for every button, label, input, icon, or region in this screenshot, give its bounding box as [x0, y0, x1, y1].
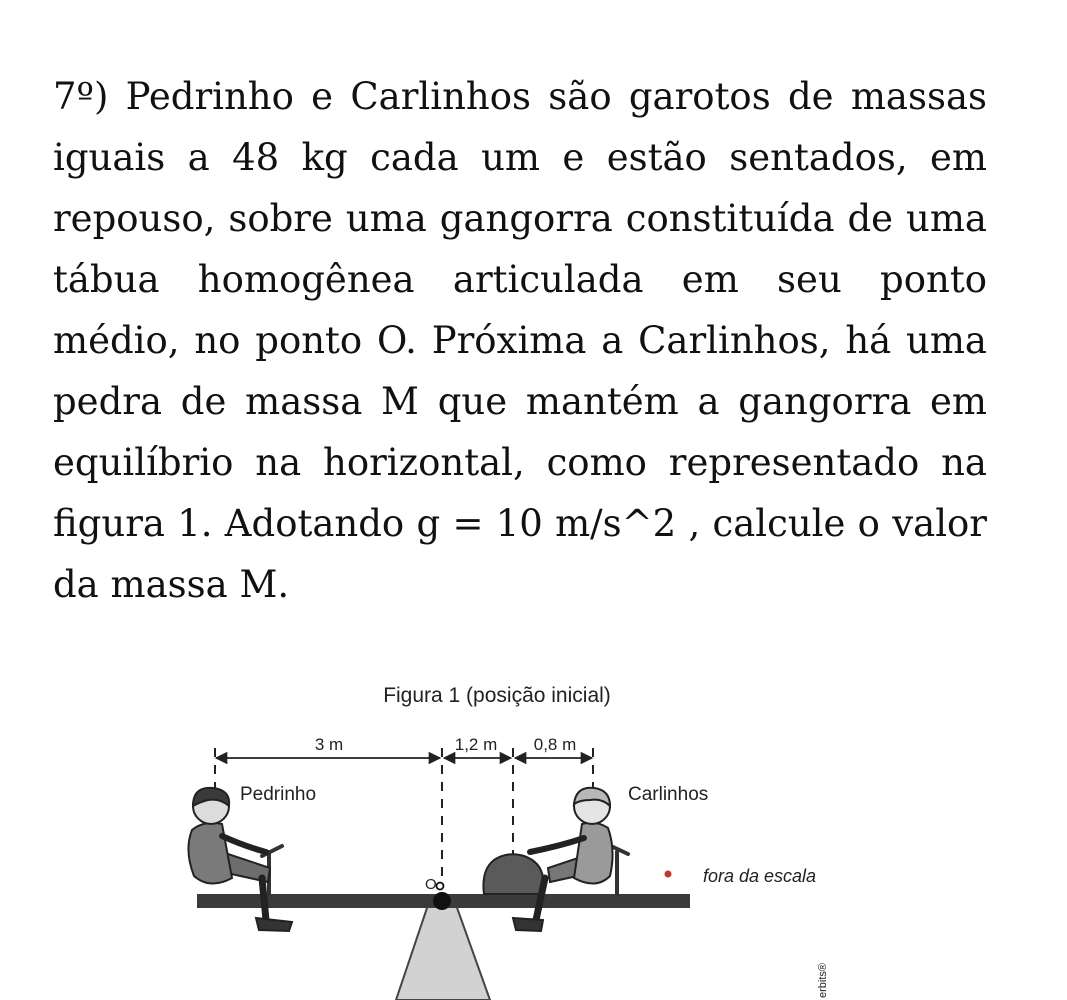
dimension-label-right: 0,8 m [533, 735, 577, 754]
carlinhos-label: Carlinhos [628, 784, 709, 805]
rock-illustration [483, 854, 544, 894]
pivot-point [433, 892, 451, 910]
image-credit: erbits® [817, 962, 829, 998]
scale-note: fora da escala [703, 866, 817, 886]
reference-lines [215, 748, 593, 882]
note-dot [665, 871, 672, 878]
figure-title: Figura 1 (posição inicial) [383, 684, 611, 707]
dimension-label-left: 3 m [314, 735, 344, 754]
seesaw-support [396, 902, 490, 1000]
point-o-marker [437, 883, 444, 890]
pivot-label: O [425, 876, 437, 893]
dimension-label-middle: 1,2 m [454, 735, 498, 754]
pedrinho-label: Pedrinho [240, 784, 317, 805]
pedrinho-illustration [188, 788, 292, 931]
question-text: 7º) Pedrinho e Carlinhos são garotos de massas iguais a 48 kg cada um e estão sentados, em repouso, sobre uma gangorra constituída de uma tábua homogênea articulada em seu ponto médio, no ponto O. Próxima a Carlinhos, há uma pedra de massa M que mantém a gangorra em equilíbrio na horizontal, como representado na figura 1. Adotando g = 10 m/s^2 , calcule o valor da massa M. [53, 75, 987, 606]
